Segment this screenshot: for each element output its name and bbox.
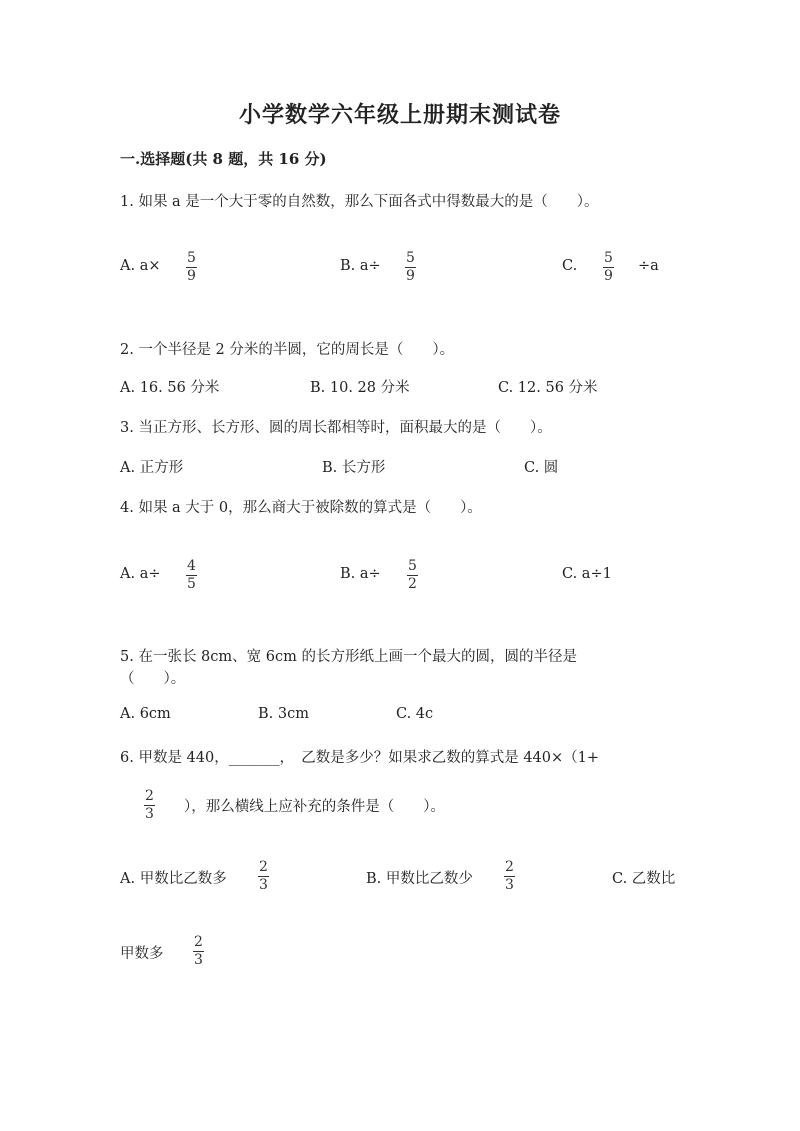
q6-option-c-fraction — [193, 935, 204, 968]
fraction-denominator: 3 — [505, 877, 514, 893]
q3-option-b: B. 长方形 — [322, 460, 386, 476]
fraction-denominator: 2 — [408, 576, 417, 592]
q4-option-a-fraction — [186, 559, 197, 592]
fraction-numerator: 2 — [505, 859, 514, 875]
question-1-stem: 1. 如果 a 是一个大于零的自然数，那么下面各式中得数最大的是（ ）。 — [120, 194, 599, 210]
fraction-numerator: 2 — [259, 859, 268, 875]
q2-option-c: C. 12. 56 分米 — [498, 380, 598, 396]
question-6-stem-line-2: ），那么横线上应补充的条件是（ ）。 — [184, 799, 445, 815]
question-5-stem-line-1: 5. 在一张长 8cm、宽 6cm 的长方形纸上画一个最大的圆，圆的半径是 — [120, 649, 577, 665]
page-title: 小学数学六年级上册期末测试卷 — [238, 102, 561, 128]
q4-option-b: B. a÷ — [340, 566, 381, 582]
section-heading: 一.选择题(共 8 题，共 16 分) — [120, 150, 327, 168]
q4-option-c: C. a÷1 — [562, 566, 612, 582]
fraction-denominator: 3 — [259, 877, 268, 893]
q3-option-a: A. 正方形 — [120, 460, 184, 476]
fraction-numerator: 5 — [408, 558, 417, 574]
q2-option-b: B. 10. 28 分米 — [310, 380, 410, 396]
fraction-numerator: 4 — [187, 558, 196, 574]
question-3-stem: 3. 当正方形、长方形、圆的周长都相等时，面积最大的是（ ）。 — [120, 420, 552, 436]
fraction-denominator: 3 — [145, 806, 154, 822]
q5-option-b: B. 3cm — [258, 706, 309, 722]
fraction-numerator: 5 — [604, 250, 613, 266]
q6-option-a-fraction — [258, 860, 269, 893]
fraction-denominator: 5 — [187, 576, 196, 592]
fraction-denominator: 9 — [406, 268, 415, 284]
question-6-stem-line-1: 6. 甲数是 440，_______， 乙数是多少？如果求乙数的算式是 440×（1+ — [120, 750, 600, 766]
q1-option-b: B. a÷ — [340, 258, 381, 274]
q5-option-a: A. 6cm — [120, 706, 171, 722]
fraction-denominator: 9 — [604, 268, 613, 284]
question-5-stem-line-2: （ ）。 — [120, 671, 186, 687]
q6-option-c-continued: 甲数多 — [120, 946, 164, 962]
q1-option-c-suffix: ÷a — [638, 258, 659, 274]
fraction-denominator: 9 — [187, 268, 196, 284]
question-4-stem: 4. 如果 a 大于 0，那么商大于被除数的算式是（ ）。 — [120, 500, 482, 516]
q6-option-c: C. 乙数比 — [612, 871, 676, 887]
q1-option-b-fraction — [405, 251, 416, 284]
fraction-numerator: 5 — [406, 250, 415, 266]
fraction-numerator: 2 — [194, 934, 203, 950]
q1-option-a: A. a× — [120, 258, 161, 274]
q1-option-a-fraction — [186, 251, 197, 284]
fraction-denominator: 3 — [194, 952, 203, 968]
q6-option-a: A. 甲数比乙数多 — [120, 871, 227, 887]
q5-option-c: C. 4c — [396, 706, 434, 722]
q6-option-b-fraction — [504, 860, 515, 893]
fraction-numerator: 2 — [145, 788, 154, 804]
q6-option-b: B. 甲数比乙数少 — [366, 871, 473, 887]
q4-option-b-fraction — [407, 559, 418, 592]
q4-option-a: A. a÷ — [120, 566, 161, 582]
q1-option-c: C. — [562, 258, 578, 274]
fraction-numerator: 5 — [187, 250, 196, 266]
q1-option-c-fraction — [603, 251, 614, 284]
question-2-stem: 2. 一个半径是 2 分米的半圆，它的周长是（ ）。 — [120, 342, 455, 358]
q2-option-a: A. 16. 56 分米 — [120, 380, 220, 396]
q3-option-c: C. 圆 — [524, 460, 559, 476]
q6-stem-fraction — [144, 789, 155, 822]
